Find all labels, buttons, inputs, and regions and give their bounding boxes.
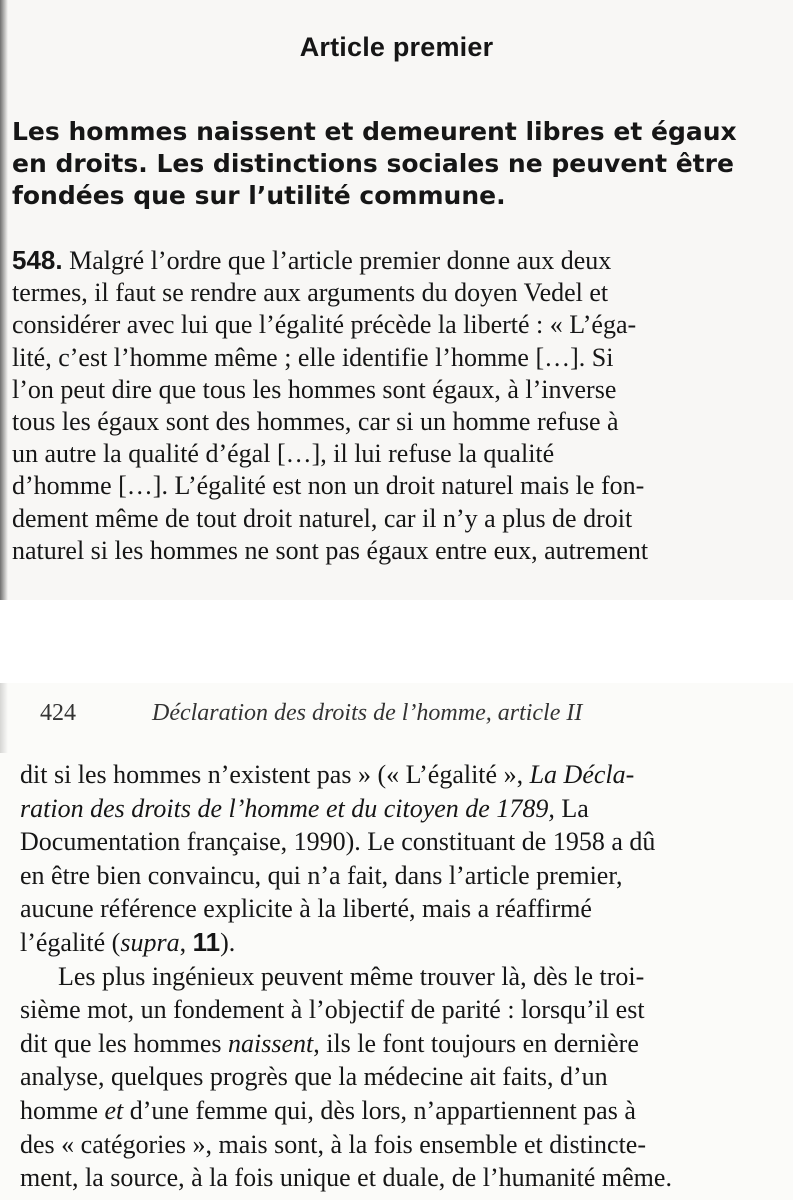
text-line: ment, la source, à la fois unique et duale, de l’humanité même.: [20, 1163, 672, 1193]
article-line-1: Les hommes naissent et demeurent libres et égaux: [12, 117, 737, 146]
text-line: Documentation française, 1990). Le constituant de 1958 a dû: [20, 827, 656, 857]
commentary-line: un autre la qualité d’égal […], il lui refuse la qualité: [12, 439, 555, 469]
text-line: dit que les hommes naissent, ils le font toujours en dernière: [20, 1028, 639, 1058]
commentary-line: tous les égaux sont des hommes, car si un homme refuse à: [12, 407, 619, 437]
top-page-edge-shadow: [0, 0, 8, 600]
text-line: l’égalité (supra, 11).: [20, 926, 236, 957]
bottom-page-edge-shadow: [0, 683, 8, 753]
commentary-line: d’homme […]. L’égalité est non un droit naturel mais le fon-: [12, 471, 645, 501]
second-paragraph-first-line: Les plus ingénieux peuvent même trouver là, dès le troi-: [58, 961, 645, 991]
text-line: des « catégories », mais sont, à la fois ensemble et distincte-: [20, 1129, 646, 1159]
continued-paragraph: [20, 758, 775, 1195]
text-line: analyse, quelques progrès que la médecine ait faits, d’un: [20, 1062, 608, 1092]
article-text: [12, 116, 762, 212]
commentary-line: considérer avec lui que l’égalité précède la liberté : « L’éga-: [12, 310, 637, 340]
commentary-line: l’on peut dire que tous les hommes sont égaux, à l’inverse: [12, 374, 617, 404]
text-line: homme et d’une femme qui, dès lors, n’appartiennent pas à: [20, 1095, 636, 1125]
page-number: 424: [40, 700, 76, 726]
running-title: Déclaration des droits de l’homme, article II: [152, 700, 583, 726]
paragraph-number: 548.: [12, 245, 63, 275]
text-line: ration des droits de l’homme et du citoyen de 1789, La: [20, 793, 589, 823]
commentary-paragraph: [12, 244, 762, 567]
article-line-3: fondées que sur l’utilité commune.: [12, 181, 506, 210]
article-line-2: en droits. Les distinctions sociales ne peuvent être: [12, 149, 734, 178]
text-line: dit si les hommes n’existent pas » (« L’égalité », La Décla-: [20, 760, 635, 789]
commentary-line: dement même de tout droit naturel, car il n’y a plus de droit: [12, 503, 633, 533]
text-line: sième mot, un fondement à l’objectif de parité : lorsqu’il est: [20, 995, 645, 1025]
commentary-first-line-text: Malgré l’ordre que l’article premier donne aux deux: [69, 246, 612, 275]
section-reference: 11: [192, 926, 221, 957]
commentary-first-line: [12, 244, 762, 277]
text-line: aucune référence explicite à la liberté, mais a réaffirmé: [20, 894, 592, 924]
commentary-line: termes, il faut se rendre aux arguments du doyen Vedel et: [12, 278, 609, 308]
commentary-line: naturel si les hommes ne sont pas égaux entre eux, autrement: [12, 535, 649, 565]
commentary-line: lité, c’est l’homme même ; elle identifie l’homme […]. Si: [12, 342, 614, 372]
article-heading: Article premier: [299, 32, 494, 62]
text-line: en être bien convaincu, qui n’a fait, dans l’article premier,: [20, 860, 623, 890]
